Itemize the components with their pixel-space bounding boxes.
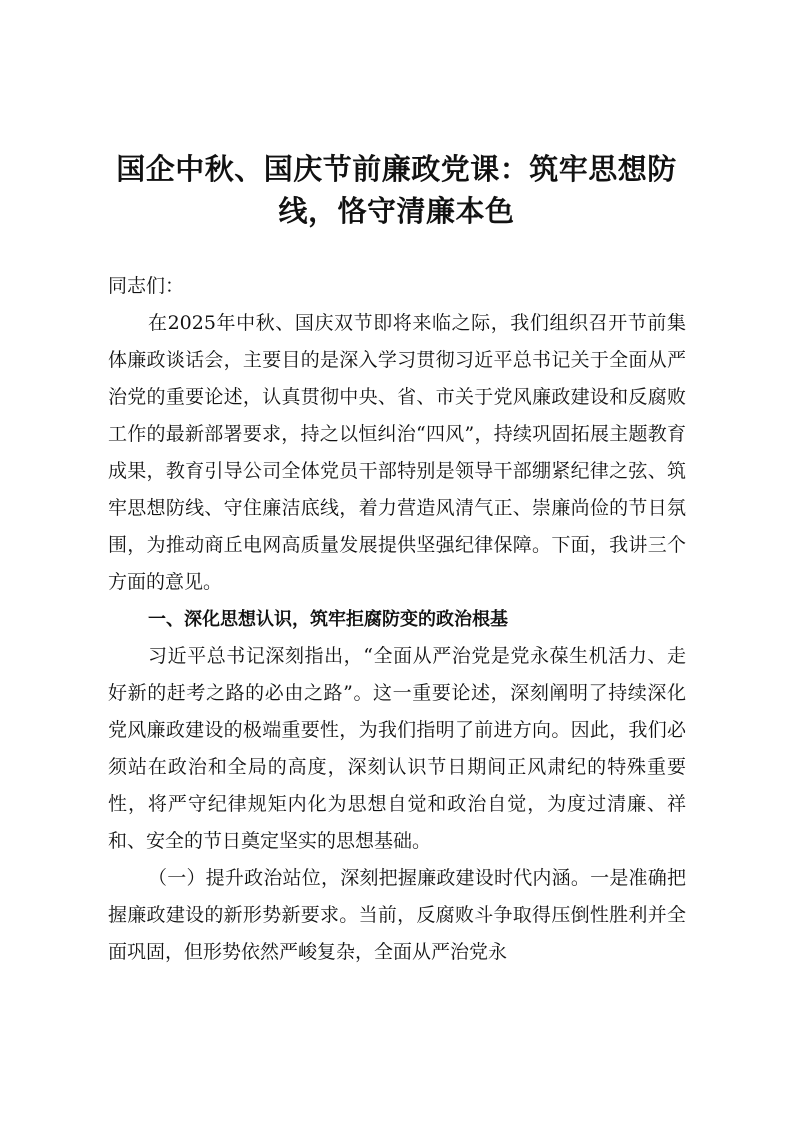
intro-paragraph: 在2025年中秋、国庆双节即将来临之际，我们组织召开节前集体廉政谈话会，主要目的是深入学习贯彻习近平总书记关于全面从严治党的重要论述，认真贯彻中央、省、市关于党风廉政建设和反腐败工作的最新部署要求，持之以恒纠治“四风”，持续巩固拓展主题教育成果，教育引导公司全体党员干部特别是领导干部绷紧纪律之弦、筑牢思想防线、守住廉洁底线，着力营造风清气正、崇廉尚俭的节日氛围，为推动商丘电网高质量发展提供坚强纪律保障。下面，我讲三个方面的意见。: [108, 312, 686, 593]
document-title: 国企中秋、国庆节前廉政党课：筑牢思想防线，恪守清廉本色: [116, 152, 677, 228]
salutation: 同志们：: [108, 275, 185, 297]
section-1-paragraph: 习近平总书记深刻指出，“全面从严治党是党永葆生机活力、走好新的赶考之路的必由之路”。这一重要论述，深刻阐明了持续深化党风廉政建设的极端重要性，为我们指明了前进方向。因此，我们必须站在政治和全局的高度，深刻认识节日期间正风肃纪的特殊重要性，将严守纪律规矩内化为思想自觉和政治自觉，为度过清廉、祥和、安全的节日奠定坚实的思想基础。: [108, 645, 686, 852]
document-body: [108, 268, 686, 971]
subsection-1-paragraph: （一）提升政治站位，深刻把握廉政建设时代内涵。一是准确把握廉政建设的新形势新要求。当前，反腐败斗争取得压倒性胜利并全面巩固，但形势依然严峻复杂，全面从严治党永: [108, 867, 686, 963]
section-heading-1: 一、深化思想认识，筑牢拒腐防变的政治根基: [148, 609, 508, 630]
